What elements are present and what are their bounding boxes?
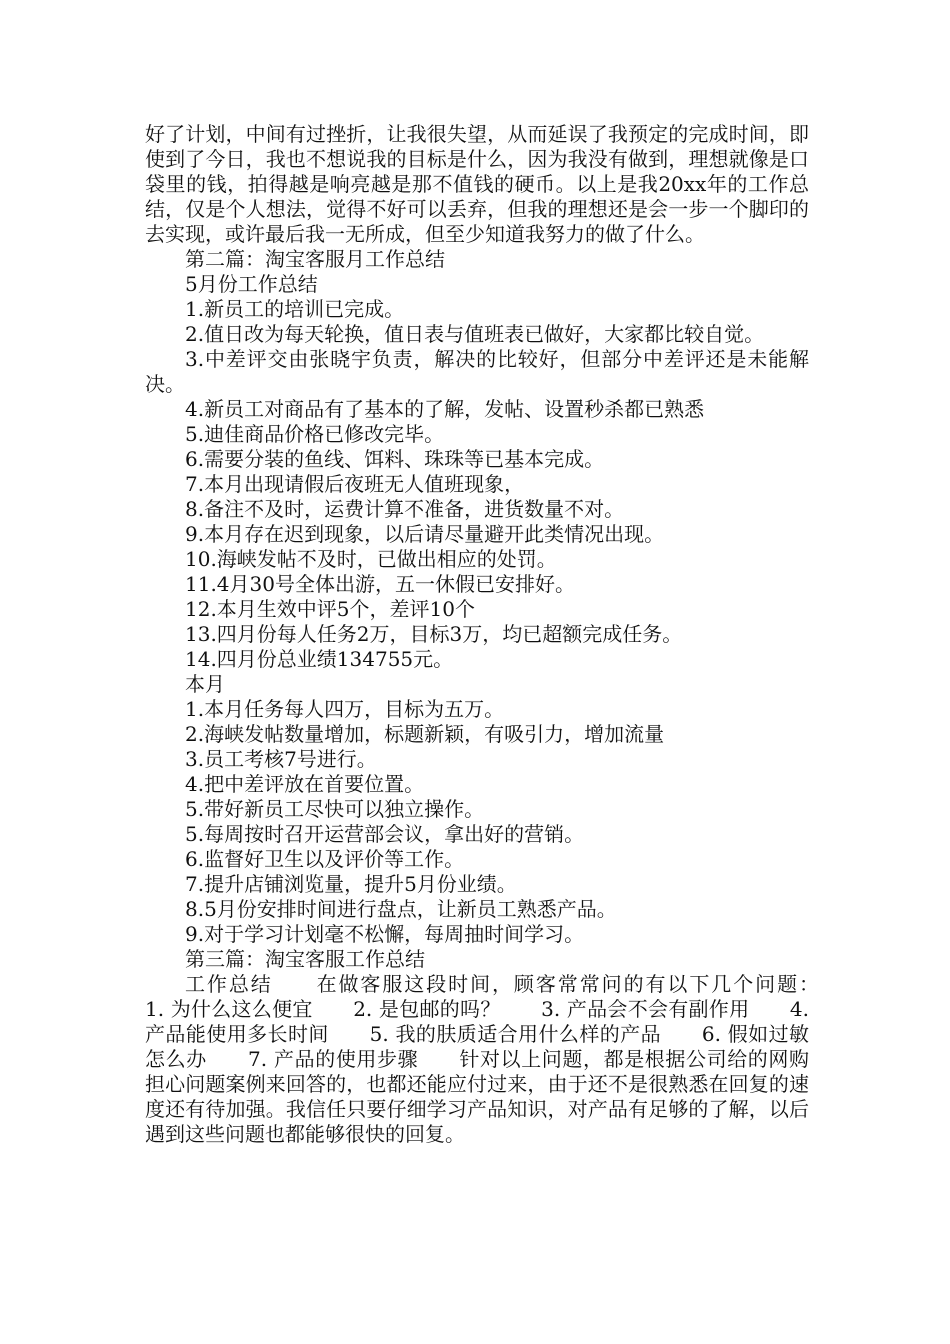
this-month-heading: 本月: [185, 672, 225, 696]
list-item: 2.海峡发帖数量增加，标题新颖，有吸引力，增加流量: [185, 722, 665, 746]
list-item: 5.迪佳商品价格已修改完毕。: [185, 422, 445, 446]
intro-paragraph: 好了计划，中间有过挫折，让我很失望，从而延误了我预定的完成时间，即使到了今日，我也不想说我的目标是什么，因为我没有做到，理想就像是口袋里的钱，拍得越是响亮越是那不值钱的硬币。以上是我20xx年的工作总结，仅是个人想法，觉得不好可以丢弃，但我的理想还是会一步一个脚印的去实现，或许最后我一无所成，但至少知道我努力的做了什么。: [145, 122, 809, 246]
list-item: 4.把中差评放在首要位置。: [185, 772, 425, 796]
list-item: 13.四月份每人任务2万，目标3万，均已超额完成任务。: [185, 622, 683, 646]
list-item: 14.四月份总业绩134755元。: [185, 647, 454, 671]
list-item: 6.监督好卫生以及评价等工作。: [185, 847, 465, 871]
month-summary-heading: 5月份工作总结: [185, 272, 318, 296]
section3-paragraph: 工作总结 在做客服这段时间，顾客常常问的有以下几个问题： 1. 为什么这么便宜 2. 是包邮的吗？ 3. 产品会不会有副作用 4. 产品能使用多长时间 5. 我的肤质适合用什么样的产品 6. 假如过敏怎么办 7. 产品的使用步骤 针对以上问题，都是根据公司给的网购担心问题案例来回答的，也都还能应付过来，由于还不是很熟悉在回复的速度还有待加强。我信任只要仔细学习产品知识，对产品有足够的了解，以后遇到这些问题也都能够很快的回复。: [145, 972, 849, 1146]
section2-heading: 第二篇：淘宝客服月工作总结: [185, 247, 445, 271]
list-item: 2.值日改为每天轮换，值日表与值班表已做好，大家都比较自觉。: [185, 322, 765, 346]
document-page: [145, 122, 849, 1147]
list-item: 10.海峡发帖不及时，已做出相应的处罚。: [185, 547, 557, 571]
list-item: 12.本月生效中评5个，差评10个: [185, 597, 475, 621]
list-item: 6.需要分装的鱼线、饵料、珠珠等已基本完成。: [185, 447, 605, 471]
list-item: 7.本月出现请假后夜班无人值班现象，: [185, 472, 525, 496]
list-item: 8.备注不及时，运费计算不准备，进货数量不对。: [185, 497, 625, 521]
list-item: 4.新员工对商品有了基本的了解，发帖、设置秒杀都已熟悉: [185, 397, 705, 421]
list-item: 11.4月30号全体出游，五一休假已安排好。: [185, 572, 575, 596]
list-item: 7.提升店铺浏览量，提升5月份业绩。: [185, 872, 517, 896]
list-item: 5.每周按时召开运营部会议，拿出好的营销。: [185, 822, 585, 846]
list-item: 3.中差评交由张晓宇负责，解决的比较好，但部分中差评还是未能解决。: [145, 347, 809, 396]
list-item: 1.新员工的培训已完成。: [185, 297, 405, 321]
list-item: 5.带好新员工尽快可以独立操作。: [185, 797, 485, 821]
this-month-plan-list: [145, 697, 809, 947]
list-item: 9.对于学习计划毫不松懈，每周抽时间学习。: [185, 922, 585, 946]
list-item: 3.员工考核7号进行。: [185, 747, 377, 771]
list-item: 9.本月存在迟到现象，以后请尽量避开此类情况出现。: [185, 522, 665, 546]
may-summary-list: [145, 297, 809, 672]
list-item: 8.5月份安排时间进行盘点，让新员工熟悉产品。: [185, 897, 617, 921]
list-item: 1.本月任务每人四万，目标为五万。: [185, 697, 505, 721]
section3-heading: 第三篇：淘宝客服工作总结: [185, 947, 425, 971]
